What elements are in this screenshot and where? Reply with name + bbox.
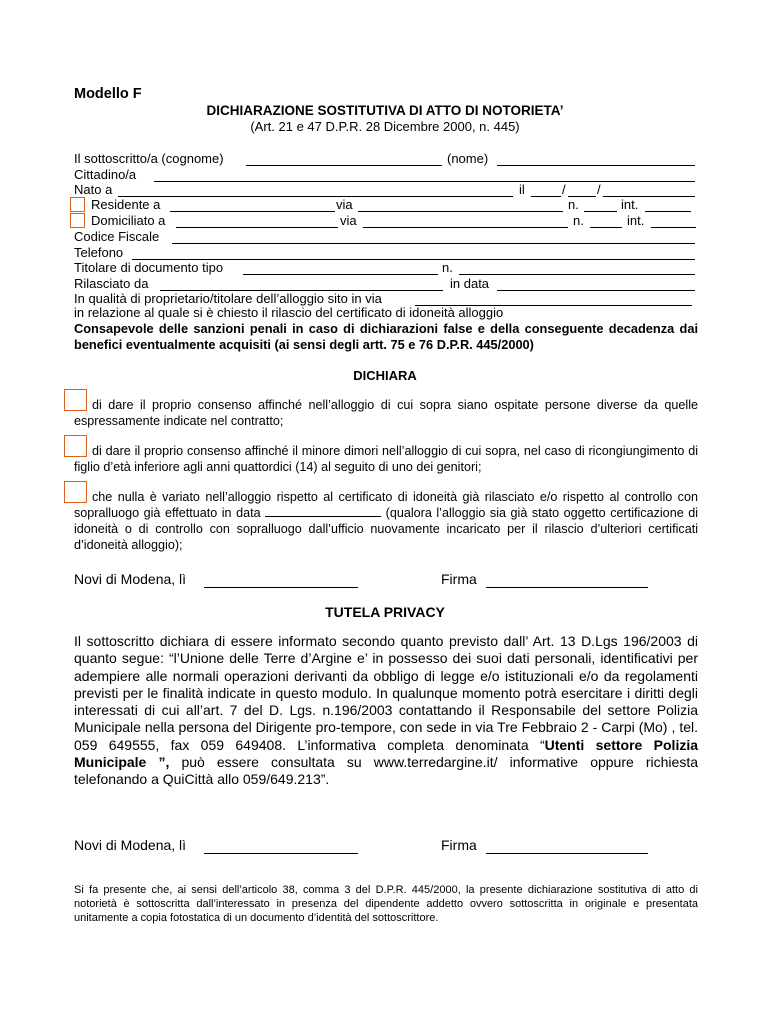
day-field[interactable] — [531, 185, 561, 197]
privacy-text-a: Il sottoscritto dichiara di essere informato secondo quanto previsto dall’ Art. 13 D.Lgs 196/2003 di quanto segue: “l’Unione delle Terre d’Argine e’ in possesso dei suoi dati personali, identificativi per adempiere alle normali operazioni derivanti da obbligo di legge e/o istituzionali e/o da regolamenti previsti per le finalità indicate in questo modulo. In qualunque momento potrà esercitare i diritti degli interessati di cui all’art. 7 del D. Lgs. n.196/2003 contattando il Responsabile del settore Polizia Municipale nella persona del Dirigente pro-tempore, con sede in via Tre Febbraio 2 - Carpi (Mo) , tel. 059 649555, fax 059 649408. L’informativa completa denominata “ — [74, 633, 698, 753]
signature-date-field-1[interactable] — [204, 575, 358, 588]
residente-n-field[interactable] — [584, 200, 617, 212]
il-label: il — [519, 182, 525, 197]
cognome-field[interactable] — [246, 154, 442, 166]
codice-fiscale-label: Codice Fiscale — [74, 229, 160, 244]
domiciliato-n-field[interactable] — [590, 216, 622, 228]
domiciliato-via-field[interactable] — [363, 216, 568, 228]
firma-label-2: Firma — [441, 837, 477, 853]
dichiara-heading: DICHIARA — [353, 368, 417, 383]
in-data-field[interactable] — [497, 279, 695, 291]
signature-place-2: Novi di Modena, lì — [74, 837, 187, 853]
nome-label: (nome) — [447, 151, 489, 166]
telefono-label: Telefono — [74, 245, 124, 260]
document-title: DICHIARAZIONE SOSTITUTIVA DI ATTO DI NOTORIETA’ — [206, 103, 564, 118]
date-slash-2: / — [597, 182, 601, 197]
domiciliato-int-label: int. — [627, 213, 645, 228]
consapevole-text: Consapevole delle sanzioni penali in caso di dichiarazioni false e della conseguente decadenza dai benefici eventualmente acquisiti (ai sensi degli artt. 75 e 76 D.P.R. 445/2000) — [74, 321, 698, 352]
residente-int-field[interactable] — [645, 200, 691, 212]
month-field[interactable] — [568, 185, 596, 197]
legal-note: Si fa presente che, ai sensi dell’articolo 38, comma 3 del D.P.R. 445/2000, la presente dichiarazione sostitutiva di atto di notorietà è sottoscritta dall’interessato in presenza del dipendente addetto ovvero sottoscritta in originale e presentata unitamente a copia fotostatica di un documento d’identità del sottoscrittore. — [74, 884, 698, 924]
dichiara-option3-text-b: (qualora l’alloggio sia già stato oggetto certificazione di idoneità o di controllo con sopralluogo dall’ufficio nuovamente incaricato per il rilascio d’ulteriori certificati d’idoneità alloggio); — [74, 506, 699, 552]
domiciliato-n-label: n. — [573, 213, 584, 228]
dichiara-option1-text: di dare il proprio consenso affinché nell’alloggio di cui sopra siano ospitate persone diverse da quelle espressamente indicate nel contratto; — [74, 398, 698, 428]
cittadino-label: Cittadino/a — [74, 167, 137, 182]
nato-label: Nato a — [74, 182, 113, 197]
privacy-text-b: può essere consultata su www.terredargine.it/ informative oppure richiesta telefonando a QuiCittà allo 059/649.213”. — [74, 754, 699, 788]
qualita-label: In qualità di proprietario/titolare dell’alloggio sito in via — [74, 291, 382, 306]
privacy-text — [74, 633, 698, 789]
rilasciato-field[interactable] — [160, 279, 443, 291]
dichiara-option3-text — [74, 489, 698, 553]
sottoscritto-label: Il sottoscritto/a (cognome) — [74, 151, 224, 166]
telefono-field[interactable] — [132, 248, 695, 260]
row-sottoscritto — [74, 151, 224, 167]
privacy-heading: TUTELA PRIVACY — [325, 604, 445, 620]
cittadino-field[interactable] — [154, 170, 695, 182]
residente-field[interactable] — [170, 200, 335, 212]
documento-label: Titolare di documento tipo — [74, 260, 224, 275]
sopralluogo-data-field[interactable] — [265, 505, 381, 517]
domiciliato-label: Domiciliato a — [91, 213, 166, 228]
signature-date-field-2[interactable] — [204, 841, 358, 854]
domiciliato-via-label: via — [340, 213, 357, 228]
documento-n-field[interactable] — [459, 263, 695, 275]
nato-field[interactable] — [118, 185, 513, 197]
domiciliato-field[interactable] — [176, 216, 338, 228]
firma-field-1[interactable] — [486, 575, 648, 588]
residente-via-label: via — [336, 197, 353, 212]
domiciliato-int-field[interactable] — [651, 216, 696, 228]
relazione-text: in relazione al quale si è chiesto il rilascio del certificato di idoneità alloggio — [74, 305, 504, 320]
residente-int-label: int. — [621, 197, 639, 212]
model-label: Modello F — [74, 86, 142, 102]
privacy-text-bold: Utenti settore Polizia Municipale ”, — [74, 736, 699, 771]
firma-label-1: Firma — [441, 571, 477, 587]
firma-field-2[interactable] — [486, 841, 648, 854]
dichiara-option3-text-a: che nulla è variato nell’alloggio rispetto al certificato di idoneità già rilasciato e/o rispetto al controllo con sopralluogo già effettuato in data — [74, 490, 698, 520]
documento-tipo-field[interactable] — [243, 263, 438, 275]
residente-n-label: n. — [568, 197, 579, 212]
nome-field[interactable] — [497, 154, 695, 166]
domiciliato-checkbox[interactable] — [70, 213, 85, 228]
date-slash-1: / — [562, 182, 566, 197]
in-data-label: in data — [450, 276, 490, 291]
signature-place-1: Novi di Modena, lì — [74, 571, 187, 587]
year-field[interactable] — [603, 185, 695, 197]
residente-checkbox[interactable] — [70, 197, 85, 212]
documento-n-label: n. — [442, 260, 453, 275]
document-subtitle: (Art. 21 e 47 D.P.R. 28 Dicembre 2000, n. 445) — [250, 119, 520, 134]
codice-fiscale-field[interactable] — [172, 232, 695, 244]
residente-via-field[interactable] — [358, 200, 563, 212]
rilasciato-label: Rilasciato da — [74, 276, 149, 291]
dichiara-option2-text: di dare il proprio consenso affinché il minore dimori nell’alloggio di cui sopra, nel caso di ricongiungimento di figlio d’età inferiore agli anni quattordici (14) al seguito di uno dei genitori; — [74, 444, 698, 474]
residente-label: Residente a — [91, 197, 161, 212]
